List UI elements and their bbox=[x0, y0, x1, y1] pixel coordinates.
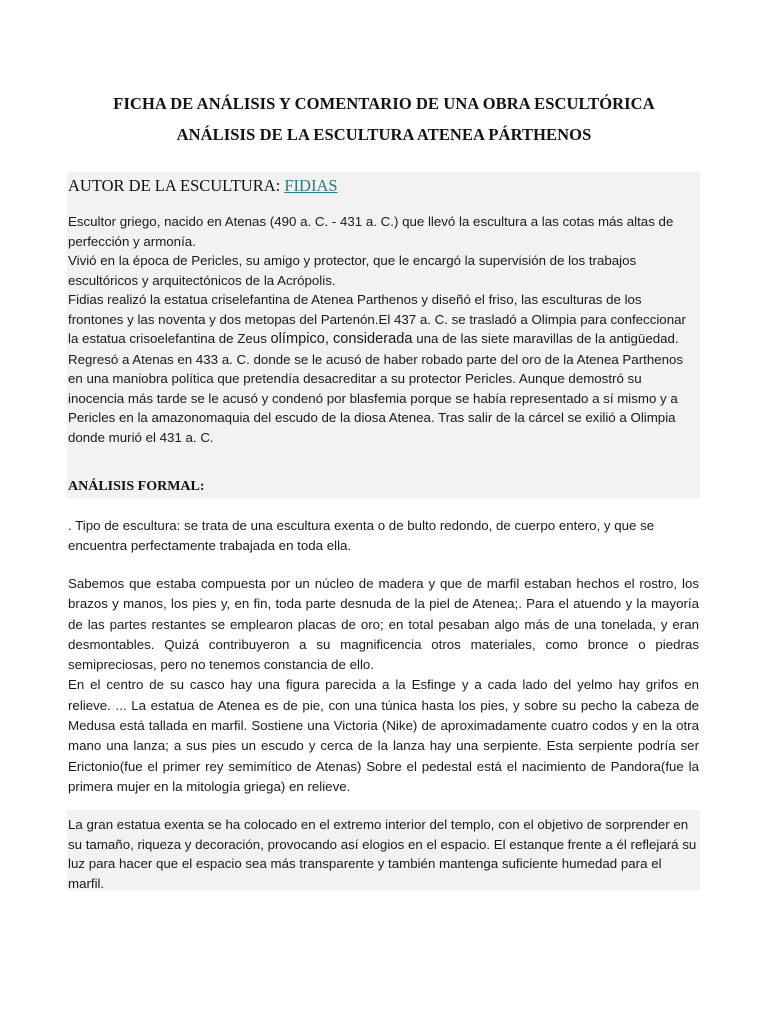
author-link[interactable]: FIDIAS bbox=[284, 176, 338, 195]
bio-emphasis-text: olímpico, considerada bbox=[270, 331, 413, 347]
document-title: FICHA DE ANÁLISIS Y COMENTARIO DE UNA OBRA ESCULTÓRICA bbox=[113, 94, 655, 113]
description-section bbox=[68, 574, 699, 797]
bio-paragraph: Regresó a Atenas en 433 a. C. donde se le acusó de haber robado parte del oro de la Atenea Parthenos en una maniobra política que pretendía desacreditar a su protector Pericles. Aunque demostró su inocencia más tarde se le acusó y condenó por blasfemia porque se había representado a sí mismo y a Pericles en la amazonomaquia del escudo de la diosa Atenea. Tras salir de la cárcel se exilió a Olimpia donde murió el 431 a. C. bbox=[68, 351, 684, 445]
placement-paragraph bbox=[68, 815, 699, 893]
sculpture-type-paragraph bbox=[68, 516, 699, 555]
bio-text: Fidias realizó la estatua criselefantina de Atenea Parthenos y diseñó el friso, las esculturas de los frontones y las noventa y dos metopas del Partenón.El 437 a. C. se trasladó a Olimpia para confeccionar la estatua crisoelefantina de Zeus bbox=[68, 292, 686, 346]
author-biography bbox=[68, 212, 699, 447]
bio-text: una de las siete maravillas de la antigüedad. bbox=[412, 331, 679, 346]
author-line bbox=[68, 176, 338, 196]
paragraph-text: . Tipo de escultura: se trata de una escultura exenta o de bulto redondo, de cuerpo entero, y que se encuentra perfectamente trabajada en toda ella. bbox=[68, 518, 655, 553]
bio-paragraph bbox=[68, 290, 699, 350]
materials-paragraph: Sabemos que estaba compuesta por un núcleo de madera y que de marfil estaban hechos el rostro, los brazos y manos, los pies y, en fin, toda parte desnuda de la piel de Atenea;. Para el atuendo y la mayoría de las partes restantes se emplearon placas de oro; en total pesaban algo más de una tonelada, y eran desmontables. Quizá contribuyeron a su magnificencia otros materiales, como bronce o piedras semipreciosas, pero no tenemos constancia de ello. bbox=[68, 576, 699, 673]
bio-paragraph: Vivió en la época de Pericles, su amigo y protector, que le encargó la supervisión de los trabajos escultóricos y arquitectónicos de la Acrópolis. bbox=[68, 253, 637, 288]
bio-paragraph: Escultor griego, nacido en Atenas (490 a. C. - 431 a. C.) que llevó la escultura a las cotas más altas de perfección y armonía. bbox=[68, 214, 674, 249]
helmet-paragraph: En el centro de su casco hay una figura parecida a la Esfinge y a cada lado del yelmo hay grifos en relieve. ... La estatua de Atenea es de pie, con una túnica hasta los pies, y sobre su pecho la cabeza de Medusa está tallada en marfil. Sostiene una Victoria (Nike) de aproximadamente cuatro codos y en la otra mano una lanza; a sus pies un escudo y cerca de la lanza hay una serpiente. Esta serpiente podría ser Erictonio(fue el primer rey semimítico de Atenas) Sobre el pedestal está el nacimiento de Pandora(fue la primera mujer en la mitología griega) en relieve. bbox=[68, 677, 699, 794]
paragraph-text: La gran estatua exenta se ha colocado en el extremo interior del templo, con el objetivo de sorprender en su tamaño, riqueza y decoración, provocando así elogios en el espacio. El estanque frente a él reflejará su luz para hacer que el espacio sea más transparente y también mantenga suficiente humedad para el marfil. bbox=[68, 817, 697, 891]
document-subtitle: ANÁLISIS DE LA ESCULTURA ATENEA PÁRTHENOS bbox=[176, 125, 592, 144]
formal-analysis-heading: ANÁLISIS FORMAL: bbox=[68, 479, 205, 494]
author-label: AUTOR DE LA ESCULTURA: bbox=[68, 176, 281, 195]
